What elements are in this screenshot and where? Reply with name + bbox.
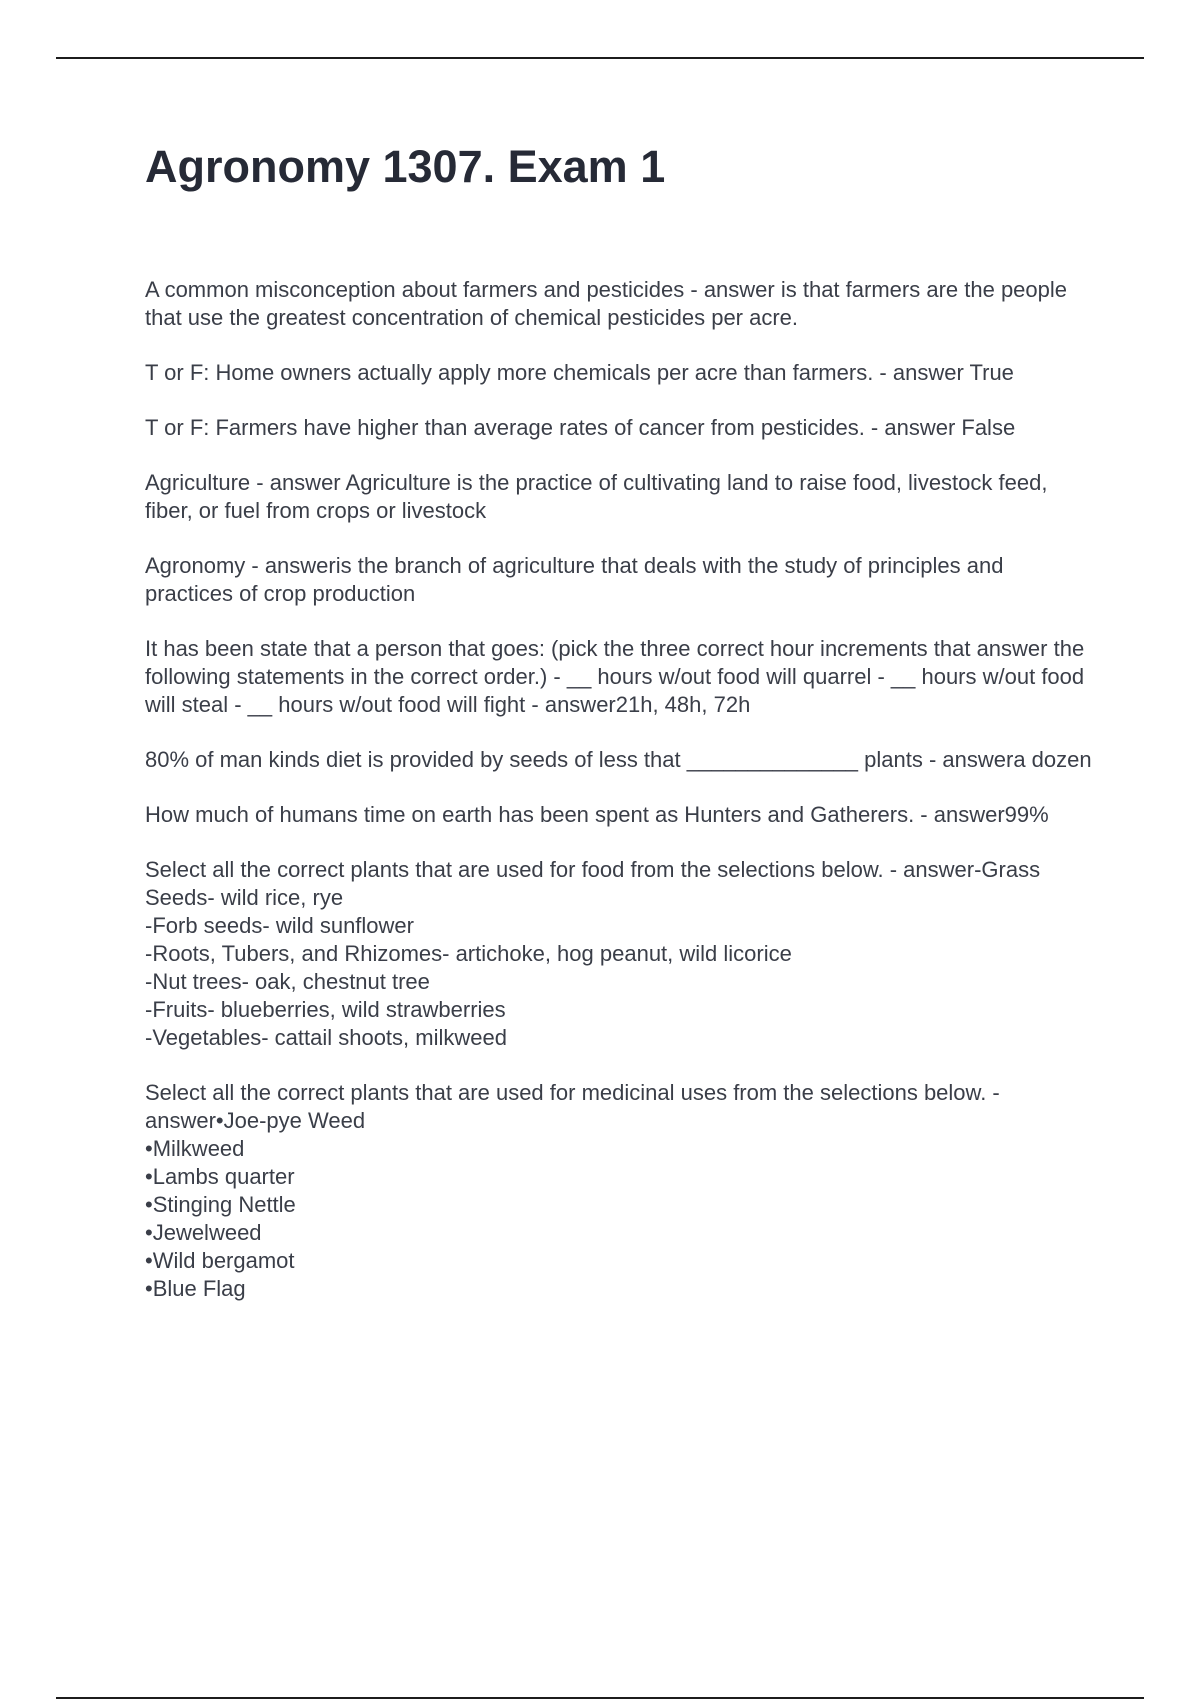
qa-entry-4: Agriculture - answer Agriculture is the practice of cultivating land to raise food, livestock feed, fiber, or fuel from crops or livestock bbox=[145, 470, 1048, 523]
qa-entry-2: T or F: Home owners actually apply more chemicals per acre than farmers. - answer True bbox=[145, 360, 1014, 385]
qa-entry-1: A common misconception about farmers and pesticides - answer is that farmers are the people that use the greatest concentration of chemical pesticides per acre. bbox=[145, 277, 1068, 330]
qa-list bbox=[145, 276, 1095, 1303]
qa-entry-3: T or F: Farmers have higher than average rates of cancer from pesticides. - answer False bbox=[145, 415, 1016, 440]
qa-entry-9: Select all the correct plants that are used for food from the selections below. - answer-Grass Seeds- wild rice, rye -Forb seeds- wild sunflower -Roots, Tubers, and Rhizomes- artichoke, hog peanut, wild licorice -Nut trees- oak, chestnut tree -Fruits- blueberries, wild strawberries -Vegetables- cattail shoots, milkweed bbox=[145, 857, 1041, 1050]
qa-entry-5: Agronomy - answeris the branch of agriculture that deals with the study of principles and practices of crop production bbox=[145, 553, 1004, 606]
qa-entry-6: It has been state that a person that goes: (pick the three correct hour increments that answer the following statements in the correct order.) - __ hours w/out food will quarrel - __ hours w/out food will steal - __ hours w/out food will fight - answer21h, 48h, 72h bbox=[145, 636, 1085, 717]
bottom-rule bbox=[56, 1697, 1144, 1699]
page-title: Agronomy 1307. Exam 1 bbox=[145, 141, 666, 192]
qa-entry-7: 80% of man kinds diet is provided by seeds of less that ______________ plants - answera dozen bbox=[145, 747, 1092, 772]
top-rule bbox=[56, 57, 1144, 59]
document-page bbox=[145, 140, 1095, 1330]
qa-entry-8: How much of humans time on earth has been spent as Hunters and Gatherers. - answer99% bbox=[145, 802, 1049, 827]
qa-entry-10: Select all the correct plants that are used for medicinal uses from the selections below. - answer•Joe-pye Weed •Milkweed •Lambs quarter •Stinging Nettle •Jewelweed •Wild bergamot •Blue Flag bbox=[145, 1080, 1000, 1301]
